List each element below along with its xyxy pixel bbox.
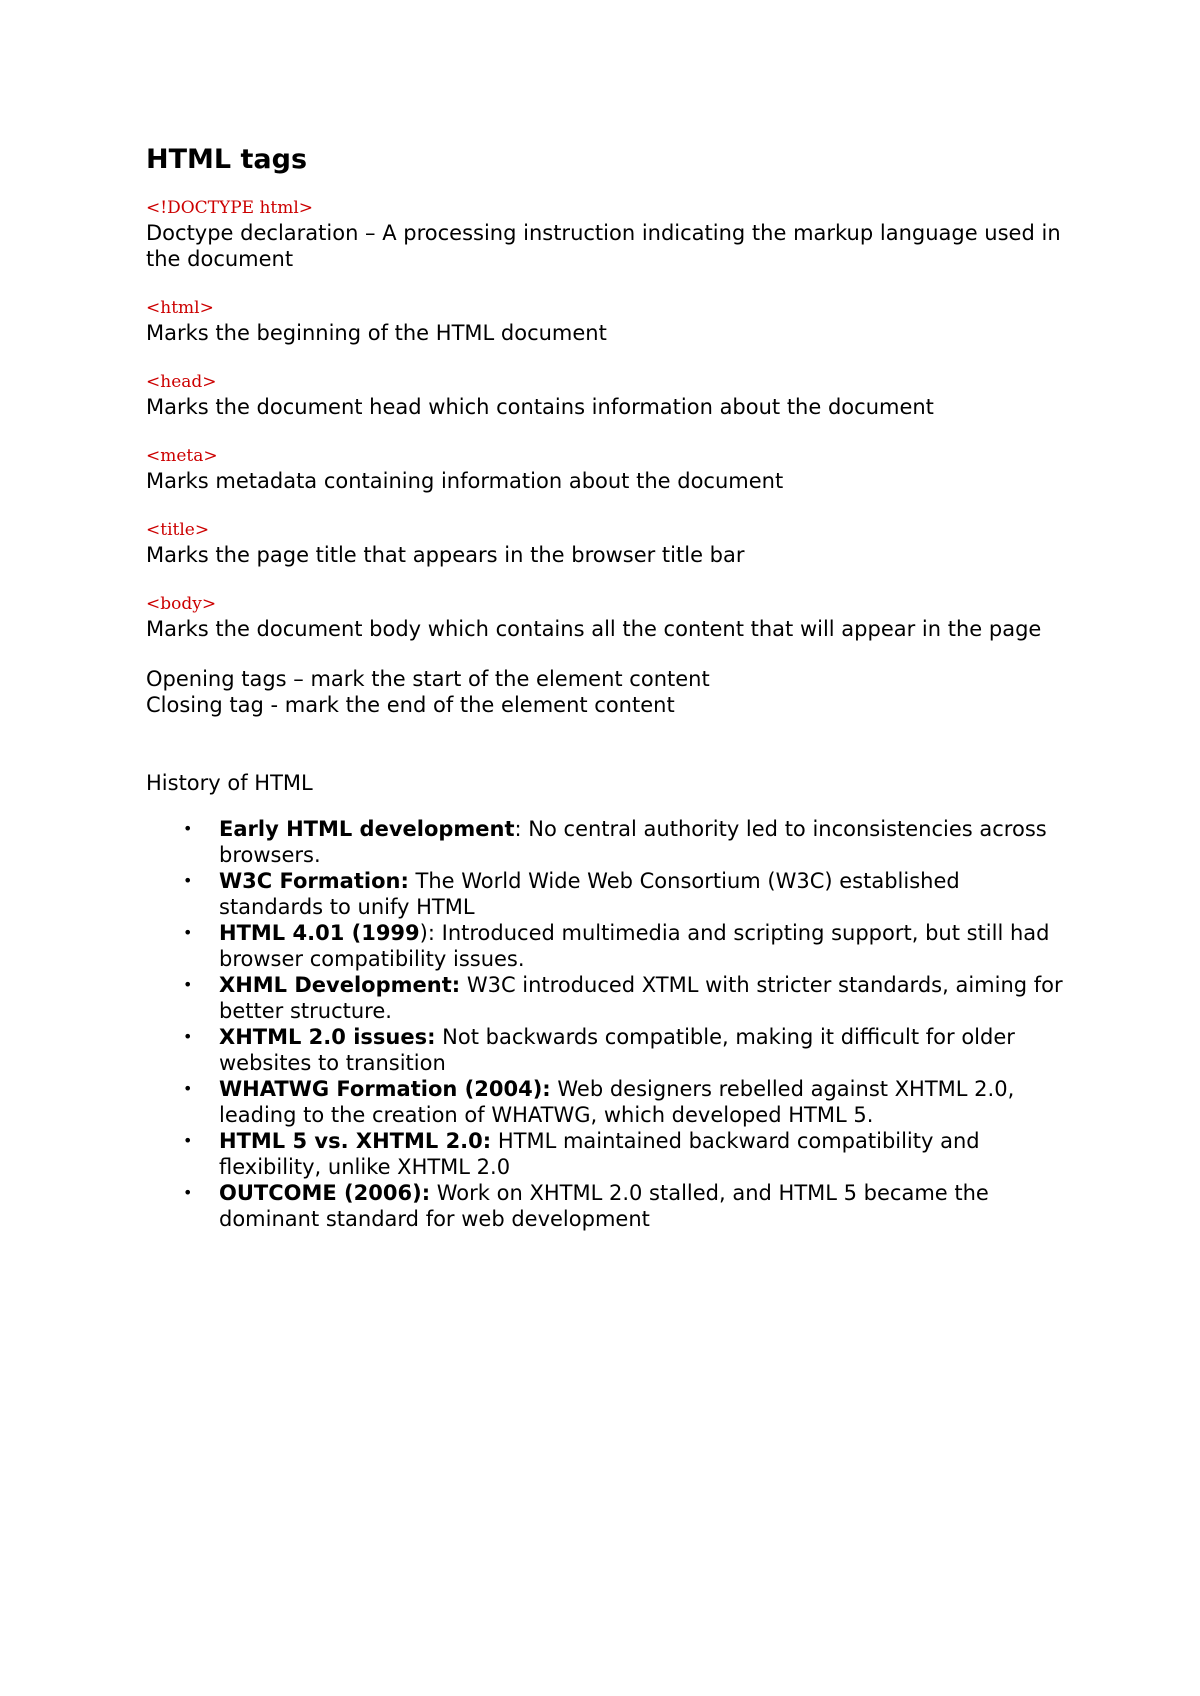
tag-description: Marks the page title that appears in the browser title bar <box>146 543 745 567</box>
tag-entry-head <box>146 370 1066 420</box>
bullet-icon: • <box>183 1183 193 1202</box>
opening-tags-note: Opening tags – mark the start of the element content <box>146 667 710 691</box>
history-text: Not backwards compatible, making it difficult for older websites to transition <box>219 1025 1015 1075</box>
history-term: Early HTML development <box>219 817 515 841</box>
history-text: Work on XHTML 2.0 stalled, and HTML 5 became the dominant standard for web development <box>219 1181 989 1231</box>
bullet-icon: • <box>183 923 193 942</box>
tag-code: <title> <box>146 520 210 540</box>
history-text: W3C introduced XTML with stricter standards, aiming for better structure. <box>219 973 1063 1023</box>
list-item <box>183 1024 1066 1076</box>
history-text: HTML maintained backward compatibility and flexibility, unlike XHTML 2.0 <box>219 1129 980 1179</box>
tag-entry-title <box>146 518 1066 568</box>
tag-description: Marks the beginning of the HTML document <box>146 321 607 345</box>
history-term: XHTML 2.0 issues: <box>219 1025 436 1049</box>
tag-code: <html> <box>146 298 214 318</box>
history-list <box>146 816 1066 1232</box>
history-separator: ): <box>419 921 435 945</box>
tag-entry-meta <box>146 444 1066 494</box>
bullet-icon: • <box>183 871 193 890</box>
tag-code: <!DOCTYPE html> <box>146 198 314 218</box>
history-text: No central authority led to inconsistencies across browsers. <box>219 817 1047 867</box>
history-term: HTML 5 vs. XHTML 2.0: <box>219 1129 492 1153</box>
bullet-icon: • <box>183 1027 193 1046</box>
list-item <box>183 816 1066 868</box>
bullet-icon: • <box>183 1131 193 1150</box>
history-term: XHML Development: <box>219 973 461 997</box>
history-heading: History of HTML <box>146 771 313 795</box>
tag-entry-html <box>146 296 1066 346</box>
tag-entry-body <box>146 592 1066 642</box>
tag-code: <head> <box>146 372 217 392</box>
tag-code: <body> <box>146 594 217 614</box>
tag-description: Marks the document body which contains all the content that will appear in the page <box>146 617 1042 641</box>
history-text: Web designers rebelled against XHTML 2.0, leading to the creation of WHATWG, which developed HTML 5. <box>219 1077 1015 1127</box>
tag-code: <meta> <box>146 446 218 466</box>
list-item <box>183 868 1066 920</box>
history-separator: : <box>514 817 522 841</box>
list-item <box>183 1128 1066 1180</box>
bullet-icon: • <box>183 819 193 838</box>
document-page <box>146 140 1066 1232</box>
history-term: HTML 4.01 (1999 <box>219 921 420 945</box>
list-item <box>183 972 1066 1024</box>
bullet-icon: • <box>183 975 193 994</box>
list-item <box>183 920 1066 972</box>
tag-description: Doctype declaration – A processing instruction indicating the markup language used in the document <box>146 221 1061 271</box>
opening-closing-notes <box>146 666 1066 718</box>
tag-description: Marks metadata containing information about the document <box>146 469 784 493</box>
history-text: Introduced multimedia and scripting support, but still had browser compatibility issues. <box>219 921 1050 971</box>
bullet-icon: • <box>183 1079 193 1098</box>
tag-description: Marks the document head which contains information about the document <box>146 395 934 419</box>
history-term: WHATWG Formation (2004): <box>219 1077 551 1101</box>
closing-tag-note: Closing tag - mark the end of the element content <box>146 693 675 717</box>
history-term: W3C Formation: <box>219 869 409 893</box>
history-term: OUTCOME (2006): <box>219 1181 431 1205</box>
tag-entry-doctype <box>146 196 1066 272</box>
history-text: The World Wide Web Consortium (W3C) established standards to unify HTML <box>219 869 960 919</box>
document-title: HTML tags <box>146 144 308 175</box>
list-item <box>183 1180 1066 1232</box>
list-item <box>183 1076 1066 1128</box>
